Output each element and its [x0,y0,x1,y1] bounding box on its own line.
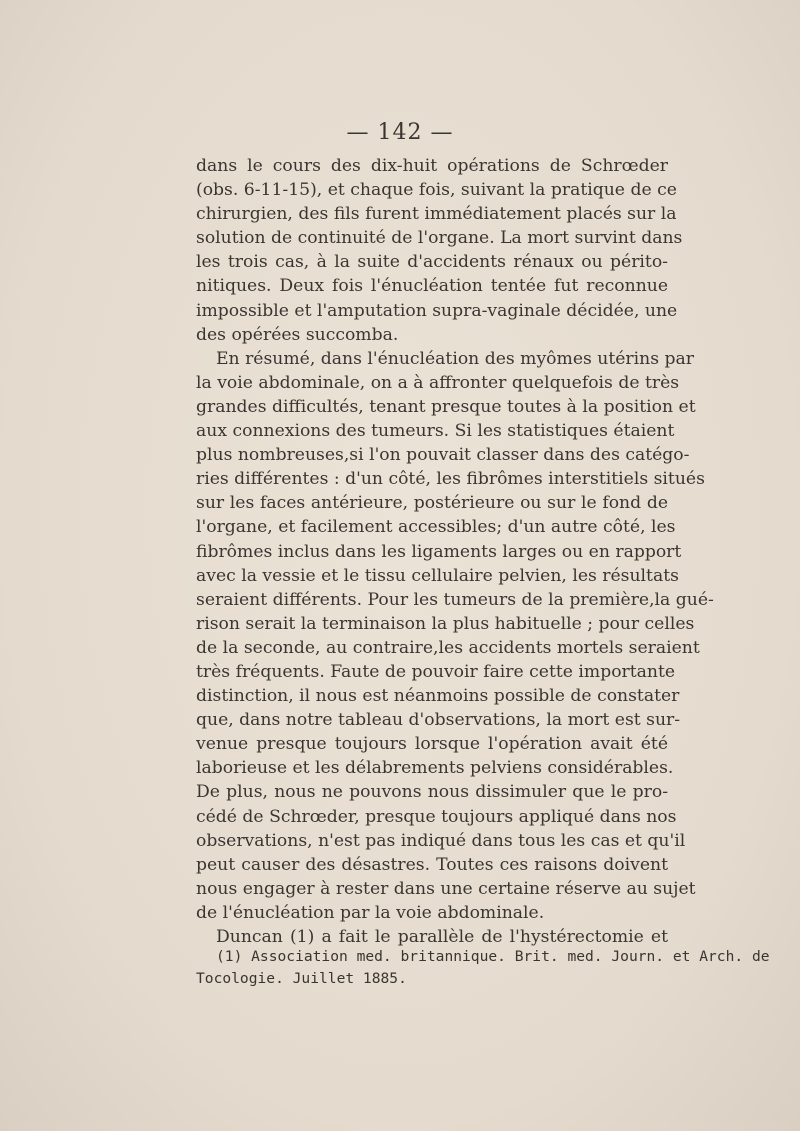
text-line: que, dans notre tableau d'observations, la mort est sur- [196,710,681,731]
page-number: — 142 — [346,120,454,145]
text-line: fibrômes inclus dans les ligaments larges ou en rapport [196,541,682,562]
text-line: sur les faces antérieure, postérieure ou sur le fond de [196,493,668,514]
text-line: solution de continuité de l'organe. La mort survint dans [196,228,683,249]
text-line: grandes difficultés, tenant presque toutes à la position et [196,396,696,417]
footnote-line: (1) Association med. britannique. Brit. med. Journ. et Arch. de [216,948,770,965]
footnote-line: Tocologie. Juillet 1885. [196,970,407,987]
text-line: avec la vessie et le tissu cellulaire pelvien, les résultats [196,565,679,586]
text-line: rison serait la terminaison la plus habituelle ; pour celles [196,613,695,634]
text-line: observations, n'est pas indiqué dans tous les cas et qu'il [196,830,686,851]
text-line: de l'énucléation par la voie abdominale. [196,902,545,923]
footnotes [196,946,770,990]
text-line: venue presque toujours lorsque l'opération avait été [196,734,668,755]
text-line: les trois cas, à la suite d'accidents rénaux ou périto- [196,252,668,273]
text-line: cédé de Schrœder, presque toujours appliqué dans nos [196,806,677,827]
text-line: impossible et l'amputation supra-vaginale décidée, une [196,300,678,321]
text-line: nitiques. Deux fois l'énucléation tentée fut reconnue [196,276,668,297]
text-line: distinction, il nous est néanmoins possible de constater [196,686,680,707]
text-line: chirurgien, des fils furent immédiatement placés sur la [196,204,677,225]
text-line: De plus, nous ne pouvons nous dissimuler que le pro- [196,782,668,803]
text-line: En résumé, dans l'énucléation des myômes utérins par [216,348,694,369]
text-line: très fréquents. Faute de pouvoir faire cette importante [196,661,676,682]
text-line: des opérées succomba. [196,324,399,345]
text-line: plus nombreuses,si l'on pouvait classer dans des catégo- [196,445,690,466]
text-line: peut causer des désastres. Toutes ces raisons doivent [196,854,668,875]
text-line: Duncan (1) a fait le parallèle de l'hystérectomie et [216,927,668,947]
text-line: ries différentes : d'un côté, les fibrômes interstitiels situés [196,469,705,490]
text-line: de la seconde, au contraire,les accidents mortels seraient [196,637,700,658]
text-line: l'organe, et facilement accessibles; d'un autre côté, les [196,517,676,538]
text-line: nous engager à rester dans une certaine réserve au sujet [196,878,696,899]
text-line: (obs. 6-11-15), et chaque fois, suivant la pratique de ce [196,180,677,201]
text-line: dans le cours des dix-huit opérations de Schrœder [196,156,668,176]
text-line: la voie abdominale, on a à affronter quelquefois de très [196,372,680,393]
text-line: seraient différents. Pour les tumeurs de la première,la gué- [196,589,714,610]
body-text [196,154,714,949]
text-line: laborieuse et les délabrements pelviens considérables. [196,758,674,779]
text-line: aux connexions des tumeurs. Si les statistiques étaient [196,421,675,442]
